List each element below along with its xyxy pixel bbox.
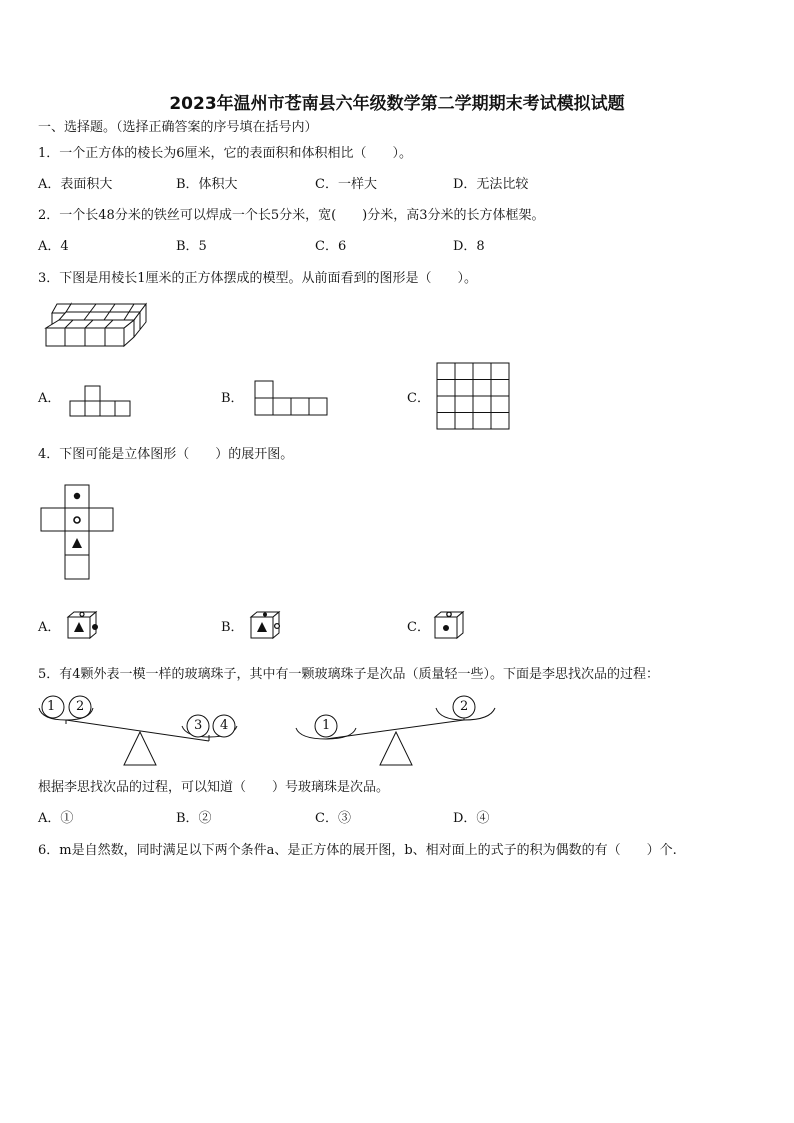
q4-option-a: A． [38,620,61,635]
q3-option-b: B． [221,391,244,406]
q5-followup: 根据李思找次品的过程，可以知道（ ）号玻璃珠是次品。 [38,780,390,795]
q4-option-b: B． [221,620,244,635]
q3-option-a: A． [38,391,61,406]
q5-ball-left-2: 2 [76,699,85,714]
q5-ball-right-1: 1 [322,718,331,733]
q3-option-b-figure [254,380,328,416]
q4-cube-net [40,484,114,580]
q4-option-c: C． [407,620,430,635]
q4-stem: 4．下图可能是立体图形（ ）的展开图。 [38,447,294,462]
q2-option-b: B．5 [176,239,207,254]
q5-option-d: D．④ [453,811,490,826]
q3-option-c: C． [407,391,430,406]
q5-ball-left-4: 4 [220,718,229,733]
q1-option-d: D．无法比较 [453,177,529,192]
q3-stem: 3．下图是用棱长1厘米的正方体摆成的模型。从前面看到的图形是（ ）。 [38,271,478,286]
q1-option-c: C．一样大 [315,177,377,192]
q5-option-b: B．② [176,811,212,826]
q3-cube-model [40,300,150,350]
q1-option-b: B．体积大 [176,177,238,192]
q5-balance-left [36,694,246,768]
q4-option-a-cube [66,610,106,640]
q5-option-c: C．③ [315,811,351,826]
q2-option-a: A．4 [38,239,69,254]
q5-stem: 5．有4颗外表一模一样的玻璃珠子，其中有一颗玻璃珠子是次品（质量轻一些）。下面是李思找次品的过程： [38,667,660,682]
q2-option-c: C．6 [315,239,347,254]
q3-option-a-figure [69,385,131,417]
q2-stem: 2．一个长48分米的铁丝可以焊成一个长5分米，宽( )分米，高3分米的长方体框架。 [38,208,545,223]
q4-option-c-cube [433,610,473,640]
q2-option-d: D．8 [453,239,485,254]
q5-ball-left-1: 1 [47,699,56,714]
q3-option-c-figure [436,362,510,430]
q1-option-a: A．表面积大 [38,177,113,192]
q4-option-b-cube [249,610,289,640]
q5-ball-left-3: 3 [194,718,203,733]
q1-stem: 1．一个正方体的棱长为6厘米，它的表面积和体积相比（ ）。 [38,146,413,161]
q5-option-a: A．① [38,811,74,826]
q6-stem: 6．m是自然数，同时满足以下两个条件a、是正方体的展开图，b、相对面上的式子的积为偶数的有（ ）个. [38,843,677,858]
q5-ball-right-2: 2 [460,699,469,714]
page-title: 2023年温州市苍南县六年级数学第二学期期末考试模拟试题 [169,94,625,114]
section-heading: 一、选择题。（选择正确答案的序号填在括号内） [38,120,318,135]
